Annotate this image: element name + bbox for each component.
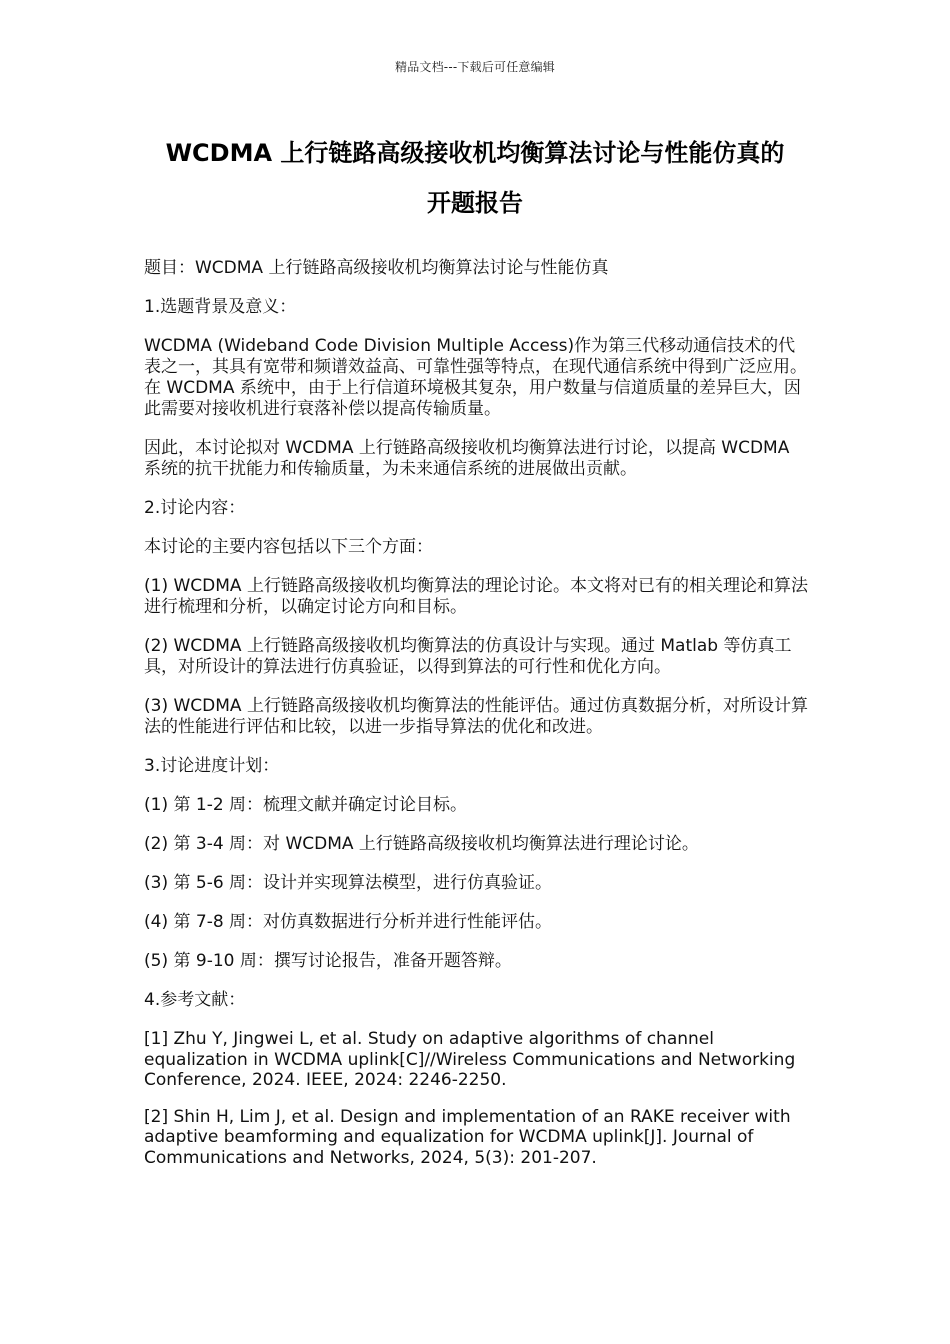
schedule-item: (5) 第 9-10 周：撰写讨论报告，准备开题答辩。 bbox=[144, 951, 512, 971]
section-heading-content: 2.讨论内容： bbox=[144, 498, 246, 518]
content-item: (3) WCDMA 上行链路高级接收机均衡算法的性能评估。通过仿真数据分析，对所设计算法的性能进行评估和比较，以进一步指导算法的优化和改进。 bbox=[144, 696, 808, 737]
background-paragraph-1: WCDMA (Wideband Code Division Multiple Access)作为第三代移动通信技术的代表之一，其具有宽带和频谱效益高、可靠性强等特点，在现代通信系统中得到广泛应用。在 WCDMA 系统中，由于上行信道环境极其复杂，用户数量与信道质量的差异巨大，因此需要对接收机进行衰落补偿以提高传输质量。 bbox=[144, 336, 807, 419]
schedule-item: (2) 第 3-4 周：对 WCDMA 上行链路高级接收机均衡算法进行理论讨论。 bbox=[144, 834, 699, 854]
section-heading-background: 1.选题背景及意义： bbox=[144, 297, 297, 317]
schedule-item: (3) 第 5-6 周：设计并实现算法模型，进行仿真验证。 bbox=[144, 873, 553, 893]
schedule-item: (1) 第 1-2 周：梳理文献并确定讨论目标。 bbox=[144, 795, 468, 815]
document-body bbox=[144, 258, 808, 1184]
document-title bbox=[144, 128, 806, 228]
section-heading-schedule: 3.讨论进度计划： bbox=[144, 756, 280, 776]
title-line-2: 开题报告 bbox=[427, 189, 523, 217]
section-heading-references: 4.参考文献： bbox=[144, 990, 246, 1010]
reference-item: [2] Shin H, Lim J, et al. Design and implementation of an RAKE receiver with adaptive beamforming and equalization for WCDMA uplink[J]. Journal of Communications and Networks, 2024, 5(3): 201-207. bbox=[144, 1106, 791, 1168]
content-item: (2) WCDMA 上行链路高级接收机均衡算法的仿真设计与实现。通过 Matlab 等仿真工具，对所设计的算法进行仿真验证，以得到算法的可行性和优化方向。 bbox=[144, 636, 792, 677]
content-item: (1) WCDMA 上行链路高级接收机均衡算法的理论讨论。本文将对已有的相关理论和算法进行梳理和分析，以确定讨论方向和目标。 bbox=[144, 576, 808, 617]
title-line-1: WCDMA 上行链路高级接收机均衡算法讨论与性能仿真的 bbox=[165, 139, 785, 167]
topic-line: 题目：WCDMA 上行链路高级接收机均衡算法讨论与性能仿真 bbox=[144, 258, 609, 278]
background-paragraph-2: 因此，本讨论拟对 WCDMA 上行链路高级接收机均衡算法进行讨论，以提高 WCDMA 系统的抗干扰能力和传输质量，为未来通信系统的进展做出贡献。 bbox=[144, 438, 790, 479]
schedule-item: (4) 第 7-8 周：对仿真数据进行分析并进行性能评估。 bbox=[144, 912, 553, 932]
header-note: 精品文档---下载后可任意编辑 bbox=[395, 60, 555, 74]
content-intro: 本讨论的主要内容包括以下三个方面： bbox=[144, 537, 433, 557]
reference-item: [1] Zhu Y, Jingwei L, et al. Study on adaptive algorithms of channel equalization in WCDMA uplink[C]//Wireless Communications and Networking Conference, 2024. IEEE, 2024: 2246-2250. bbox=[144, 1029, 796, 1090]
